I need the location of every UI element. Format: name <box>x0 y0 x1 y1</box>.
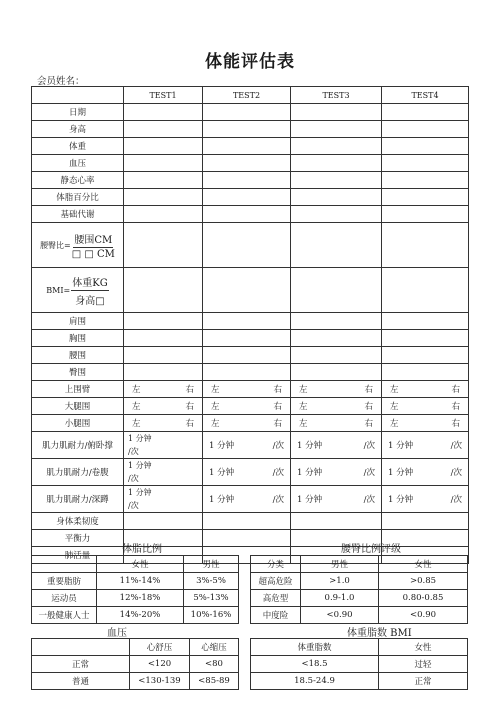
page-title: 体能评估表 <box>205 52 295 72</box>
table-header-cell: 心舒压 <box>130 639 190 656</box>
table-row <box>32 155 469 172</box>
entry-cell[interactable] <box>382 121 469 138</box>
entry-cell[interactable] <box>203 330 291 347</box>
entry-cell[interactable] <box>291 206 382 223</box>
row-label: 血压 <box>32 155 124 172</box>
table-header-cell: 女性 <box>379 556 468 573</box>
entry-cell[interactable] <box>124 104 203 121</box>
row-label: 平衡力 <box>32 530 124 547</box>
minute-label: 1 分钟 <box>297 495 323 505</box>
right-label: 右 <box>364 402 373 412</box>
table-row <box>251 656 468 673</box>
table-row <box>32 330 469 347</box>
entry-cell[interactable] <box>382 513 469 530</box>
row-label: 大腿围 <box>32 398 124 415</box>
formula-denominator: 身高□ <box>75 295 105 307</box>
row-label: 肺活量 <box>32 547 124 564</box>
table-row <box>32 172 469 189</box>
formula-prefix: BMI= <box>46 285 71 295</box>
table-row <box>32 347 469 364</box>
entry-cell[interactable] <box>382 268 469 313</box>
table-row <box>32 573 239 590</box>
per-label: /次 <box>128 474 139 483</box>
row-label: 腰围 <box>32 347 124 364</box>
per-label: /次 <box>363 495 375 505</box>
table-row <box>32 673 239 690</box>
table-cell: 中度险 <box>251 607 301 624</box>
table-row <box>251 590 468 607</box>
bmi-ref-table <box>250 638 468 690</box>
row-label: 肌力肌耐力/深蹲 <box>32 486 124 513</box>
left-label: 左 <box>390 402 399 412</box>
entry-cell[interactable] <box>203 530 291 547</box>
table-cell: 一般健康人士 <box>32 607 97 624</box>
entry-cell[interactable] <box>382 189 469 206</box>
entry-cell[interactable] <box>291 121 382 138</box>
entry-cell[interactable] <box>382 223 469 268</box>
entry-cell[interactable] <box>203 268 291 313</box>
entry-cell[interactable] <box>124 364 203 381</box>
table-cell: 正常 <box>379 673 468 690</box>
entry-cell[interactable] <box>291 347 382 364</box>
endurance-cell[interactable] <box>124 459 203 486</box>
row-label: 臀围 <box>32 364 124 381</box>
entry-cell[interactable] <box>124 223 203 268</box>
entry-cell[interactable] <box>203 513 291 530</box>
table-row <box>32 513 469 530</box>
row-label: 基础代谢 <box>32 206 124 223</box>
per-label: /次 <box>363 468 375 478</box>
entry-cell[interactable] <box>382 138 469 155</box>
table-cell: 3%-5% <box>184 573 239 590</box>
entry-cell[interactable] <box>203 121 291 138</box>
minute-label: 1 分钟 <box>297 441 323 451</box>
entry-cell[interactable] <box>291 223 382 268</box>
table-row <box>32 121 469 138</box>
member-name-label: 会员姓名： <box>37 76 85 87</box>
per-label: /次 <box>450 441 462 451</box>
entry-cell[interactable] <box>382 155 469 172</box>
per-label: /次 <box>128 501 139 510</box>
table-header-cell: 男性 <box>184 556 239 573</box>
table-cell: 18.5-24.9 <box>251 673 379 690</box>
table-row <box>251 673 468 690</box>
corner-cell <box>32 87 124 104</box>
left-right-cell[interactable] <box>291 398 382 415</box>
entry-cell[interactable] <box>382 206 469 223</box>
table-header-cell: 分类 <box>251 556 301 573</box>
entry-cell[interactable] <box>124 268 203 313</box>
table-row <box>32 656 239 673</box>
per-label: /次 <box>272 495 284 505</box>
table-row <box>32 432 469 459</box>
row-label: 肩围 <box>32 313 124 330</box>
table-cell: 超高危险 <box>251 573 301 590</box>
entry-cell[interactable] <box>203 155 291 172</box>
table-cell: 普通 <box>32 673 130 690</box>
table-row <box>32 590 239 607</box>
endurance-cell[interactable] <box>124 432 203 459</box>
bmi-table-title: 体重脂数 BMI <box>347 628 412 639</box>
entry-cell[interactable] <box>124 206 203 223</box>
entry-cell[interactable] <box>291 172 382 189</box>
table-row <box>251 607 468 624</box>
table-cell: >0.85 <box>379 573 468 590</box>
row-label: 身体柔韧度 <box>32 513 124 530</box>
table-row <box>32 189 469 206</box>
right-label: 右 <box>364 419 373 429</box>
minute-label: 1 分钟 <box>209 441 235 451</box>
left-label: 左 <box>390 385 399 395</box>
right-label: 右 <box>185 385 194 395</box>
bmi-formula <box>32 268 124 313</box>
entry-cell[interactable] <box>382 313 469 330</box>
table-row <box>32 364 469 381</box>
left-label: 左 <box>211 419 220 429</box>
left-right-cell[interactable] <box>203 398 291 415</box>
table-cell: 重要脂肪 <box>32 573 97 590</box>
table-row <box>32 530 469 547</box>
whr-grade-title: 腰臀比例评级 <box>341 544 401 555</box>
left-label: 左 <box>132 402 141 412</box>
table-row <box>32 486 469 513</box>
row-label: 小腿围 <box>32 415 124 432</box>
left-right-cell[interactable] <box>291 415 382 432</box>
table-row <box>32 639 239 656</box>
table-cell: 运动员 <box>32 590 97 607</box>
test-header: TEST2 <box>203 87 291 104</box>
entry-cell[interactable] <box>203 189 291 206</box>
row-label: 体脂百分比 <box>32 189 124 206</box>
table-header-cell: 女性 <box>97 556 184 573</box>
table-row <box>251 556 468 573</box>
left-right-cell[interactable] <box>291 381 382 398</box>
body-fat-title: 体脂比例 <box>122 544 162 555</box>
entry-cell[interactable] <box>291 155 382 172</box>
entry-cell[interactable] <box>124 330 203 347</box>
formula-prefix: 腰臀比= <box>40 240 71 250</box>
left-label: 左 <box>132 419 141 429</box>
entry-cell[interactable] <box>124 121 203 138</box>
entry-cell[interactable] <box>203 104 291 121</box>
entry-cell[interactable] <box>203 172 291 189</box>
bp-table <box>31 638 239 690</box>
entry-cell[interactable] <box>203 223 291 268</box>
entry-cell[interactable] <box>291 189 382 206</box>
right-label: 右 <box>451 402 460 412</box>
test-header: TEST4 <box>382 87 469 104</box>
table-row <box>251 573 468 590</box>
table-cell: 过轻 <box>379 656 468 673</box>
left-label: 左 <box>132 385 141 395</box>
table-cell: <18.5 <box>251 656 379 673</box>
table-row <box>32 313 469 330</box>
entry-cell[interactable] <box>291 364 382 381</box>
endurance-cell[interactable] <box>203 486 291 513</box>
endurance-cell[interactable] <box>203 432 291 459</box>
entry-cell[interactable] <box>291 513 382 530</box>
minute-label: 1 分钟 <box>128 461 152 470</box>
left-right-cell[interactable] <box>382 415 469 432</box>
minute-label: 1 分钟 <box>388 468 414 478</box>
left-right-cell[interactable] <box>203 415 291 432</box>
entry-cell[interactable] <box>124 138 203 155</box>
per-label: /次 <box>450 495 462 505</box>
table-cell: >1.0 <box>301 573 379 590</box>
table-cell: <80 <box>190 656 239 673</box>
row-label: 肌力肌耐力/俯卧撑 <box>32 432 124 459</box>
formula-numerator: 腰围CM <box>73 231 113 248</box>
entry-cell[interactable] <box>124 155 203 172</box>
table-row <box>32 138 469 155</box>
per-label: /次 <box>363 441 375 451</box>
per-label: /次 <box>272 468 284 478</box>
test-header: TEST3 <box>291 87 382 104</box>
table-row <box>32 104 469 121</box>
entry-cell[interactable] <box>291 138 382 155</box>
table-row <box>251 639 468 656</box>
table-row <box>32 268 469 313</box>
left-label: 左 <box>211 402 220 412</box>
endurance-cell[interactable] <box>382 486 469 513</box>
entry-cell[interactable] <box>382 104 469 121</box>
endurance-cell[interactable] <box>291 459 382 486</box>
table-row <box>32 607 239 624</box>
entry-cell[interactable] <box>124 313 203 330</box>
left-label: 左 <box>299 419 308 429</box>
row-label: 静态心率 <box>32 172 124 189</box>
formula-numerator: 体重KG <box>71 274 108 291</box>
row-label: 肌力肌耐力/卷腹 <box>32 459 124 486</box>
left-right-cell[interactable] <box>124 398 203 415</box>
table-cell: 正常 <box>32 656 130 673</box>
whr-grade-table <box>250 555 468 624</box>
per-label: /次 <box>272 441 284 451</box>
assessment-table <box>31 86 469 564</box>
left-right-cell[interactable] <box>124 381 203 398</box>
test-header: TEST1 <box>124 87 203 104</box>
right-label: 右 <box>273 419 282 429</box>
endurance-cell[interactable] <box>382 459 469 486</box>
per-label: /次 <box>128 447 139 456</box>
table-cell: <130-139 <box>130 673 190 690</box>
right-label: 右 <box>273 402 282 412</box>
row-label: 上围臂 <box>32 381 124 398</box>
table-row <box>32 206 469 223</box>
entry-cell[interactable] <box>203 313 291 330</box>
entry-cell[interactable] <box>382 347 469 364</box>
table-header-cell: 心缩压 <box>190 639 239 656</box>
endurance-cell[interactable] <box>382 432 469 459</box>
right-label: 右 <box>185 402 194 412</box>
endurance-cell[interactable] <box>291 486 382 513</box>
endurance-cell[interactable] <box>124 486 203 513</box>
table-header-cell: 体重脂数 <box>251 639 379 656</box>
table-header-cell <box>32 556 97 573</box>
row-label: 体重 <box>32 138 124 155</box>
left-label: 左 <box>299 385 308 395</box>
endurance-cell[interactable] <box>203 459 291 486</box>
table-cell: 5%-13% <box>184 590 239 607</box>
table-cell: 10%-16% <box>184 607 239 624</box>
right-label: 右 <box>451 419 460 429</box>
header-row <box>32 87 469 104</box>
right-label: 右 <box>451 385 460 395</box>
table-cell: 0.9-1.0 <box>301 590 379 607</box>
table-cell: <0.90 <box>379 607 468 624</box>
right-label: 右 <box>364 385 373 395</box>
table-cell: 11%-14% <box>97 573 184 590</box>
table-cell: <0.90 <box>301 607 379 624</box>
left-right-cell[interactable] <box>124 415 203 432</box>
table-row <box>32 459 469 486</box>
row-label: 胸围 <box>32 330 124 347</box>
entry-cell[interactable] <box>291 104 382 121</box>
entry-cell[interactable] <box>291 313 382 330</box>
row-label: 日期 <box>32 104 124 121</box>
endurance-cell[interactable] <box>291 432 382 459</box>
table-cell: 12%-18% <box>97 590 184 607</box>
left-label: 左 <box>390 419 399 429</box>
formula-denominator: □ □ CM <box>71 248 115 260</box>
row-label: 身高 <box>32 121 124 138</box>
left-right-cell[interactable] <box>203 381 291 398</box>
minute-label: 1 分钟 <box>297 468 323 478</box>
entry-cell[interactable] <box>124 347 203 364</box>
entry-cell[interactable] <box>124 513 203 530</box>
entry-cell[interactable] <box>203 206 291 223</box>
table-cell: 0.80-0.85 <box>379 590 468 607</box>
minute-label: 1 分钟 <box>388 495 414 505</box>
table-header-cell: 男性 <box>301 556 379 573</box>
entry-cell[interactable] <box>124 189 203 206</box>
left-label: 左 <box>299 402 308 412</box>
table-cell: 14%-20% <box>97 607 184 624</box>
entry-cell[interactable] <box>203 138 291 155</box>
minute-label: 1 分钟 <box>209 495 235 505</box>
entry-cell[interactable] <box>291 330 382 347</box>
per-label: /次 <box>450 468 462 478</box>
minute-label: 1 分钟 <box>388 441 414 451</box>
right-label: 右 <box>273 385 282 395</box>
bp-title: 血压 <box>107 628 127 639</box>
entry-cell[interactable] <box>203 347 291 364</box>
left-right-cell[interactable] <box>382 398 469 415</box>
table-header-cell <box>32 639 130 656</box>
table-row <box>32 398 469 415</box>
entry-cell[interactable] <box>291 268 382 313</box>
table-cell: 高危型 <box>251 590 301 607</box>
table-row <box>32 415 469 432</box>
left-right-cell[interactable] <box>382 381 469 398</box>
table-row <box>32 556 239 573</box>
table-row <box>32 381 469 398</box>
entry-cell[interactable] <box>203 364 291 381</box>
table-cell: <85-89 <box>190 673 239 690</box>
table-cell: <120 <box>130 656 190 673</box>
minute-label: 1 分钟 <box>128 488 152 497</box>
table-header-cell: 女性 <box>379 639 468 656</box>
entry-cell[interactable] <box>382 330 469 347</box>
minute-label: 1 分钟 <box>209 468 235 478</box>
right-label: 右 <box>185 419 194 429</box>
entry-cell[interactable] <box>382 364 469 381</box>
entry-cell[interactable] <box>382 172 469 189</box>
whr-formula <box>32 223 124 268</box>
entry-cell[interactable] <box>124 172 203 189</box>
body-fat-table <box>31 555 239 624</box>
left-label: 左 <box>211 385 220 395</box>
table-row <box>32 223 469 268</box>
minute-label: 1 分钟 <box>128 434 152 443</box>
